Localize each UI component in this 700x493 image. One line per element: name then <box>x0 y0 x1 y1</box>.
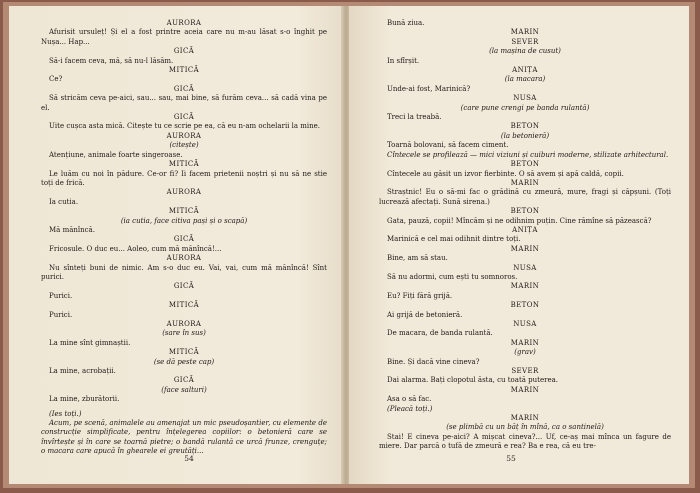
dialogue-line: Marinică e cel mai odihnit dintre toți. <box>387 235 521 244</box>
dialogue-line: Eu? Fiți fără grijă. <box>387 291 453 300</box>
speaker-name: MITICĂ <box>168 348 200 357</box>
dialogue-line: Unde-ai fost, Marinică? <box>387 84 471 93</box>
speaker-name: BETON <box>510 160 540 169</box>
stage-direction: (citește) <box>169 141 199 150</box>
speaker-name: NUSA <box>513 94 537 103</box>
dialogue-line: Bună ziua. <box>387 19 425 27</box>
speaker-name: MARIN <box>510 28 540 37</box>
dialogue-line: In sfîrșit. <box>387 56 420 65</box>
speaker-name: GICĂ <box>173 47 195 56</box>
dialogue-line: Să nu adormi, cum ești tu somnoros. <box>387 272 518 281</box>
dialogue-line: Afurisit ursuleț! Și el a fost printre aceia care nu m-au lăsat s-o înghit pe Nușa... Hap... <box>41 28 327 46</box>
stage-direction: (Ies toți.) <box>49 409 82 418</box>
dialogue-line: Nu sînteți buni de nimic. Am s-o duc eu. Vai, vai, cum mă mănîncă! Sînt purici. <box>41 263 327 281</box>
stage-direction: (care pune crengi pe banda rulantă) <box>460 103 590 112</box>
dialogue-line: Mă mănîncă. <box>49 225 95 234</box>
open-book <box>3 2 695 488</box>
dialogue-line: La mine, acrobații. <box>49 367 116 376</box>
speaker-name: MARIN <box>510 338 540 347</box>
dialogue-line: Ce? <box>49 75 63 84</box>
speaker-name: AURORA <box>166 19 202 27</box>
speaker-name: ANIȚA <box>512 66 538 75</box>
dialogue-line: Cîntecele au găsit un izvor fierbinte. O să avem și apă caldă, copii. <box>387 169 624 178</box>
speaker-name: MARIN <box>510 244 540 253</box>
stage-direction-paragraph: Acum, pe scenă, animalele au amenajat un mic pseudoșantier, cu elemente de construcție simplificate, pentru înțelegerea copiilor: o betonieră care se învîrtește și în care se toarnă pietre; o bandă rulantă ce urcă frunze, crenguțe; o macara care apucă în ghearele ei greutăți... <box>41 419 327 456</box>
right-page <box>349 6 689 484</box>
speaker-name: MARIN <box>510 414 540 423</box>
speaker-name: AURORA <box>166 131 202 140</box>
speaker-name: NUSA <box>513 263 537 272</box>
speaker-name: BETON <box>510 122 540 131</box>
speaker-name: SEVER <box>511 37 539 46</box>
dialogue-line: La mine, zburătorii. <box>49 395 120 404</box>
dialogue-line: Fricosule. O duc eu... Aoleo, cum mă mănîncă!... <box>49 244 222 253</box>
dialogue-line: Uite cușca asta mică. Citește tu ce scrie pe ea, că eu n-am ochelarii la mine. <box>49 122 321 131</box>
right-page-text <box>379 19 671 452</box>
stage-direction-paragraph: Cîntecele se profilează — mici viziuni și cuiburi moderne, stilizate arhitectural. <box>387 150 669 159</box>
stage-direction: (la macara) <box>504 75 546 84</box>
stage-direction: (se dă peste cap) <box>153 357 215 366</box>
dialogue-line: Purici. <box>49 291 73 300</box>
dialogue-line: Să stricăm ceva pe-aici, sau... sau, mai bine, să furăm ceva... să cadă vina pe el. <box>41 94 327 112</box>
dialogue-line: Le luăm cu noi în pădure. Ce-or fi? Ii facem prietenii noștri și nu să ne stie toți de frică. <box>41 169 327 187</box>
speaker-name: MARIN <box>510 282 540 291</box>
dialogue-line: Asa o să fac. <box>387 395 432 404</box>
speaker-name: AURORA <box>166 320 202 328</box>
dialogue-line: Gata, pauză, copii! Mîncăm și ne odihnim puțin. Cine rămîne să păzească? <box>387 216 652 225</box>
stage-direction: (la betonieră) <box>500 131 550 140</box>
speaker-name: MITICĂ <box>168 207 200 216</box>
dialogue-line: Atențiune, animale foarte singeroase. <box>49 150 183 159</box>
left-page-text <box>41 19 327 457</box>
dialogue-line: Toarnă bolovani, să facem ciment. <box>387 141 509 150</box>
dialogue-line: Bine. Și dacă vine cineva? <box>387 357 480 366</box>
speaker-name: BETON <box>510 207 540 216</box>
speaker-name: GICĂ <box>173 235 195 244</box>
dialogue-line: Straștnic! Eu o să-mi fac o grădină cu zmeură, mure, fragi și căpșuni. (Toți lucrează afectați. Sună sirena.) <box>379 188 671 206</box>
dialogue-line: Stai! E cineva pe-aici? A mișcat cineva?... Uf, ce-aș mai mînca un fagure de miere. Dar parcă o tufă de zmeură e rea? Ba e rea, că eu tre- <box>379 432 671 451</box>
speaker-name: BETON <box>510 301 540 310</box>
right-page-number: 55 <box>506 454 516 463</box>
speaker-name: GICĂ <box>173 113 195 122</box>
speaker-name: ANIȚA <box>512 225 538 234</box>
dialogue-line: Treci la treabă. <box>387 113 442 122</box>
speaker-name: AURORA <box>166 188 202 197</box>
left-page-number: 54 <box>184 454 194 463</box>
stage-direction: (grav) <box>514 348 536 357</box>
stage-direction: (se plimbă cu un băț în mînă, ca o santinelă) <box>446 423 604 432</box>
stage-direction: (ia cutia, face citiva pași și o scapă) <box>120 216 248 225</box>
dialogue-line: Să-i facem ceva, mă, să nu-l lăsăm. <box>49 56 174 65</box>
stage-direction: (la mașina de cusut) <box>489 47 561 56</box>
speaker-name: GICĂ <box>173 84 195 93</box>
left-page <box>9 6 347 484</box>
stage-direction: (sare în sus) <box>162 329 206 338</box>
speaker-name: AURORA <box>166 254 202 263</box>
dialogue-line: De macara, de banda rulantă. <box>387 329 493 338</box>
speaker-name: MARIN <box>510 385 540 394</box>
dialogue-line: Bine, am să stau. <box>387 254 448 263</box>
speaker-name: MARIN <box>510 178 540 187</box>
stage-direction: (face salturi) <box>161 385 207 394</box>
speaker-name: MITICĂ <box>168 301 200 310</box>
dialogue-line: Ai grijă de betonieră. <box>387 310 463 319</box>
speaker-name: GICĂ <box>173 282 195 291</box>
speaker-name: MITICĂ <box>168 66 200 75</box>
dialogue-line: Purici. <box>49 310 73 319</box>
stage-direction: (Pleacă toți.) <box>387 404 433 413</box>
speaker-name: NUSA <box>513 320 537 328</box>
speaker-name: MITICĂ <box>168 160 200 169</box>
dialogue-line: La mine sînt gimnaștii. <box>49 338 131 347</box>
speaker-name: SEVER <box>511 367 539 376</box>
speaker-name: GICĂ <box>173 376 195 385</box>
dialogue-line: Ia cutia. <box>49 197 79 206</box>
dialogue-line: Dai alarma. Bați clopotul ăsta, cu toată puterea. <box>387 376 558 385</box>
